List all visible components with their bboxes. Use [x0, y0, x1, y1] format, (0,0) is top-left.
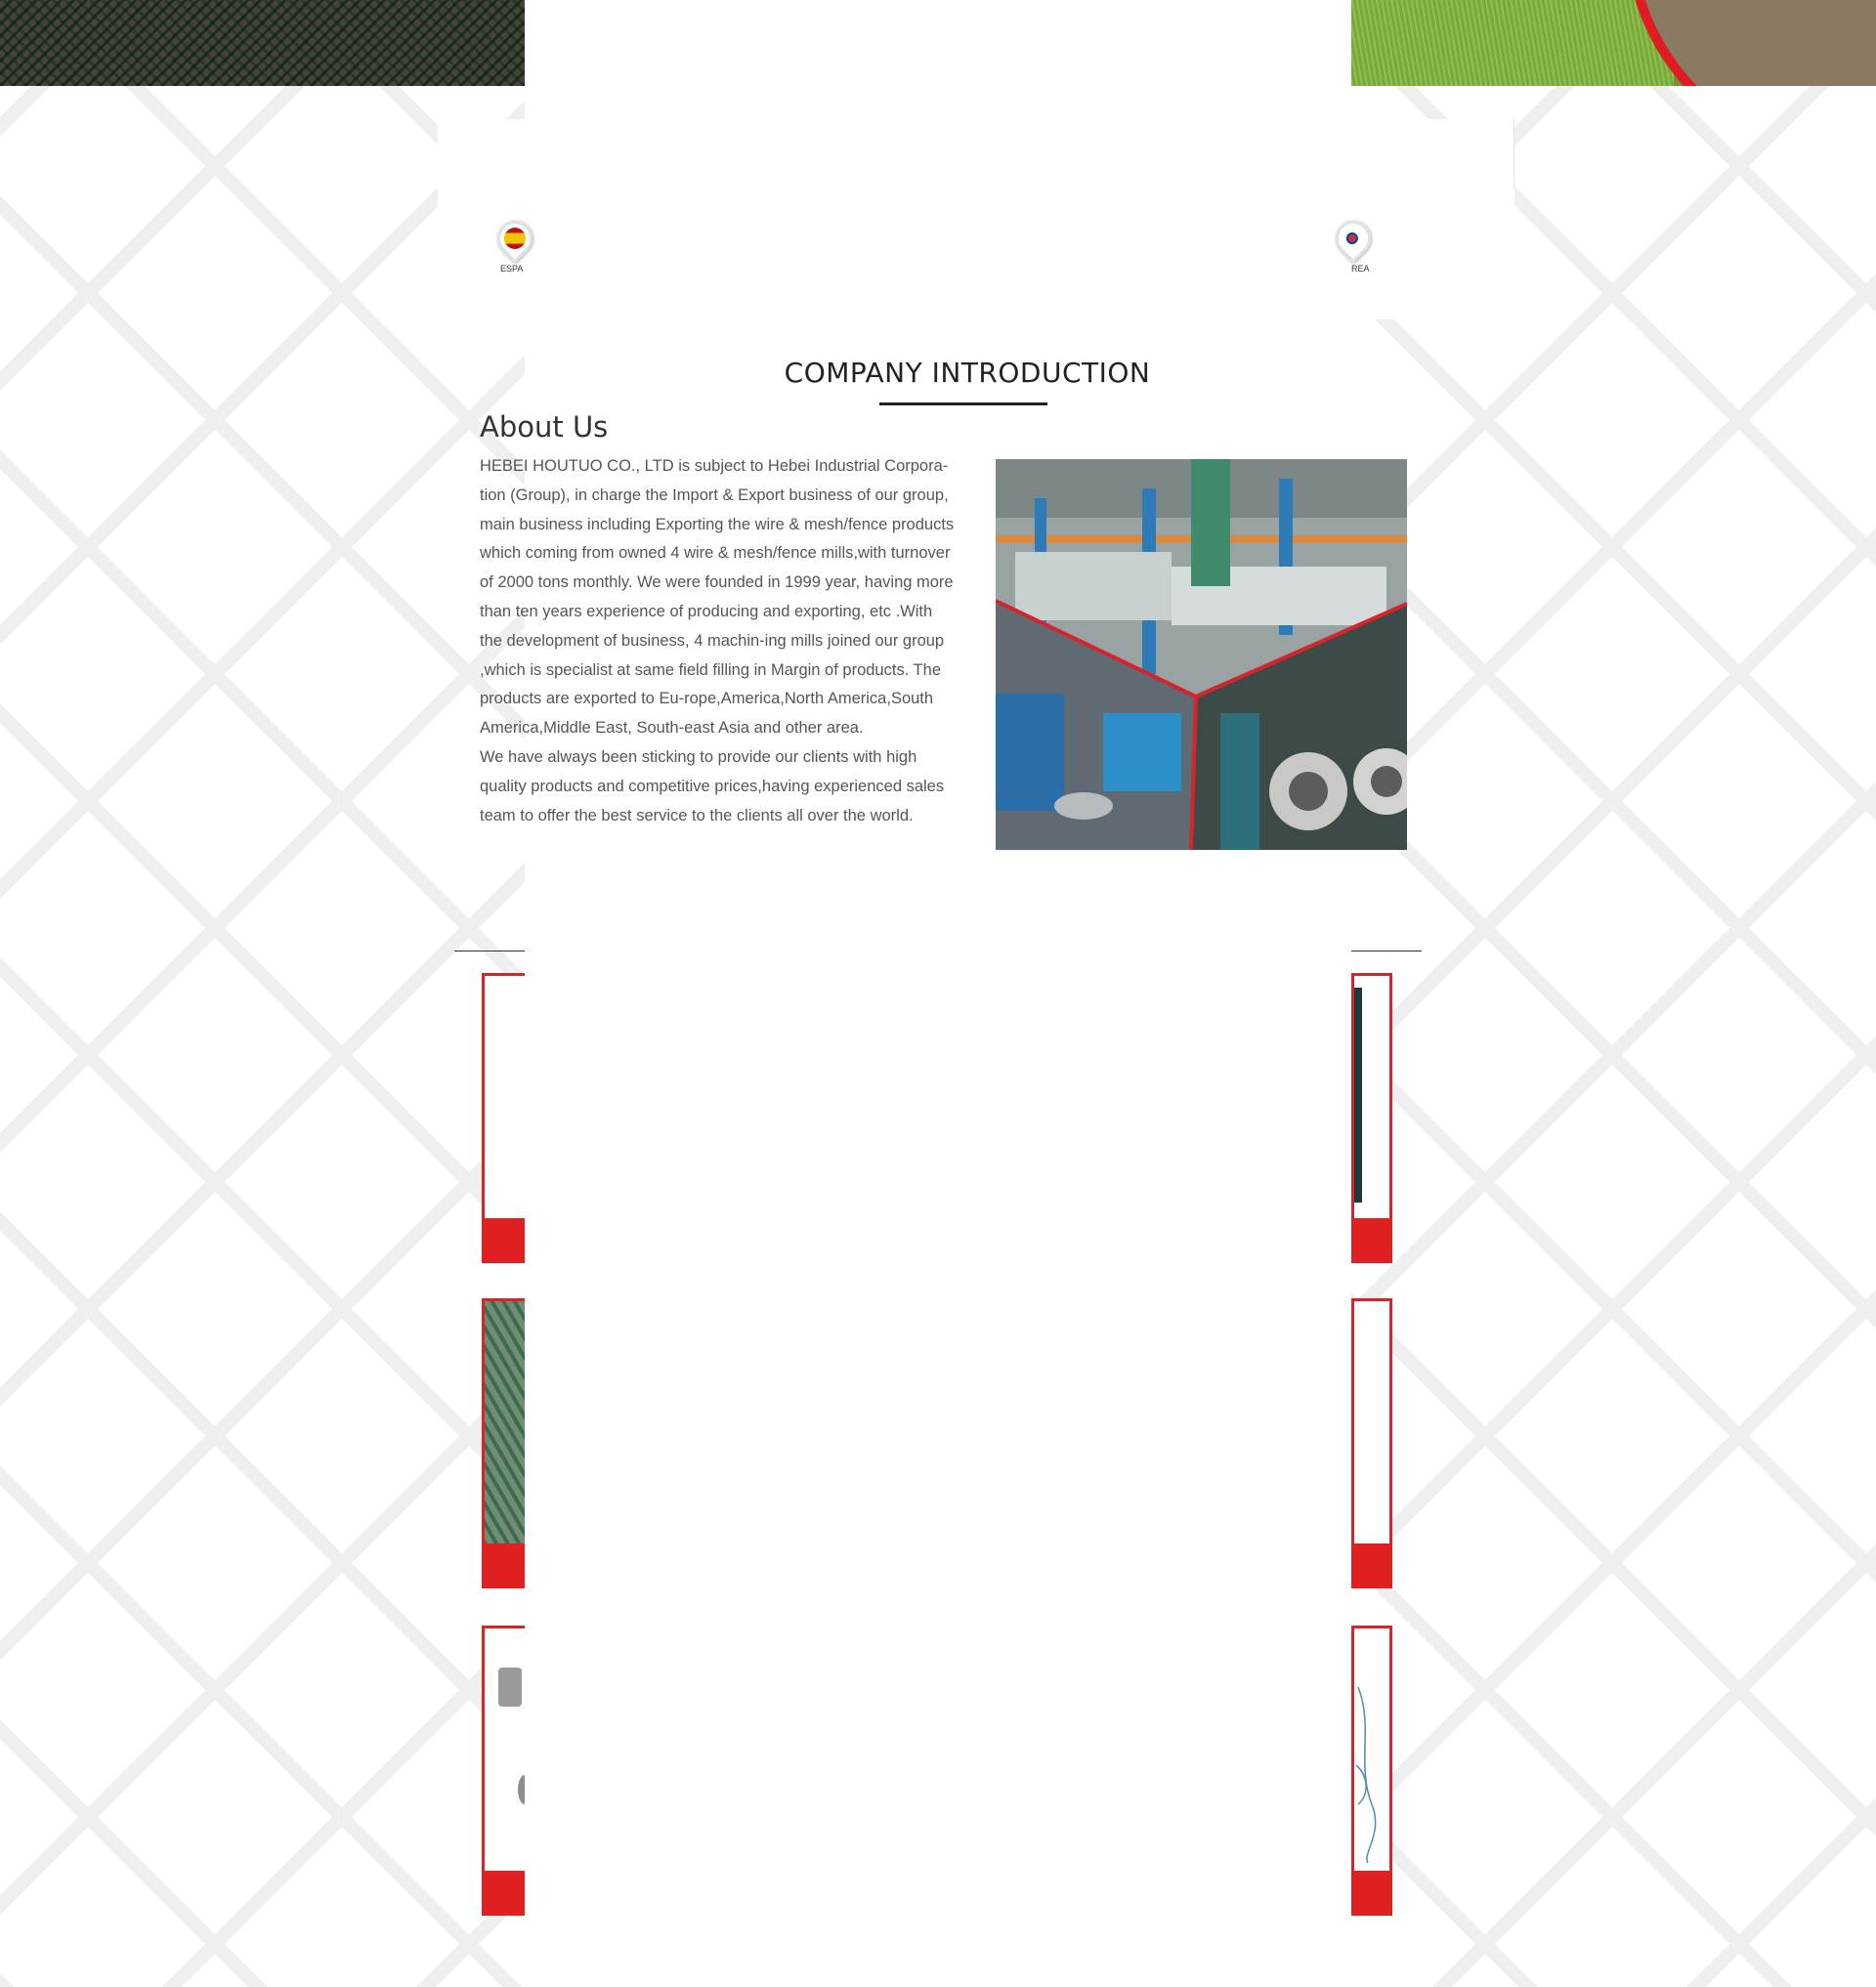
about-text	[480, 452, 959, 830]
product-card-bar	[482, 1543, 525, 1588]
banner-grass	[1351, 0, 1674, 86]
product-image	[1354, 1628, 1389, 1863]
language-label: REA	[1351, 264, 1370, 274]
korea-flag-icon	[1343, 228, 1364, 249]
product-image	[498, 1668, 522, 1707]
spain-flag-icon	[504, 228, 526, 249]
product-card[interactable]	[1351, 1298, 1392, 1588]
product-card[interactable]	[482, 1298, 528, 1588]
about-paragraph: HEBEI HOUTUO CO., LTD is subject to Hebei Industrial Corpora-tion (Group), in charge the Import & Export business of our group, main business including Exporting the wire & mesh/fence products which coming from owned 4 wire & mesh/fence mills,with turnover of 2000 tons monthly. We were founded in 1999 year, having more than ten years experience of producing and exporting, etc .With the development of business, 4 machin-ing mills joined our group ,which is specialist at same field filling in Margin of products. The products are exported to Eu-rope,America,North America,South America,Middle East, South-east Asia and other area.	[480, 457, 955, 738]
product-card-bar	[1351, 1543, 1392, 1588]
language-spanish[interactable]	[497, 217, 531, 274]
banner-image-right	[1351, 0, 1876, 86]
product-card[interactable]	[482, 973, 528, 1263]
title-underline	[879, 402, 1047, 405]
product-card[interactable]	[482, 1626, 528, 1916]
product-card-bar	[482, 1871, 525, 1916]
section-title: COMPANY INTRODUCTION	[784, 357, 1151, 389]
product-image	[1354, 988, 1362, 1203]
product-card-bar	[482, 1218, 525, 1263]
product-card-bar	[1351, 1871, 1392, 1916]
product-card-bar	[1351, 1218, 1392, 1263]
factory-image	[996, 459, 1407, 850]
language-korean[interactable]	[1349, 217, 1383, 274]
product-card[interactable]	[1351, 1626, 1392, 1916]
product-card[interactable]	[1351, 973, 1392, 1263]
language-label: ESPA	[500, 264, 524, 274]
about-paragraph: We have always been sticking to provide our clients with high quality products and competitive prices,having experienced sales team to offer the best service to the clients all over the world.	[480, 747, 945, 824]
banner-image-left	[0, 0, 525, 86]
about-heading: About Us	[480, 410, 609, 444]
